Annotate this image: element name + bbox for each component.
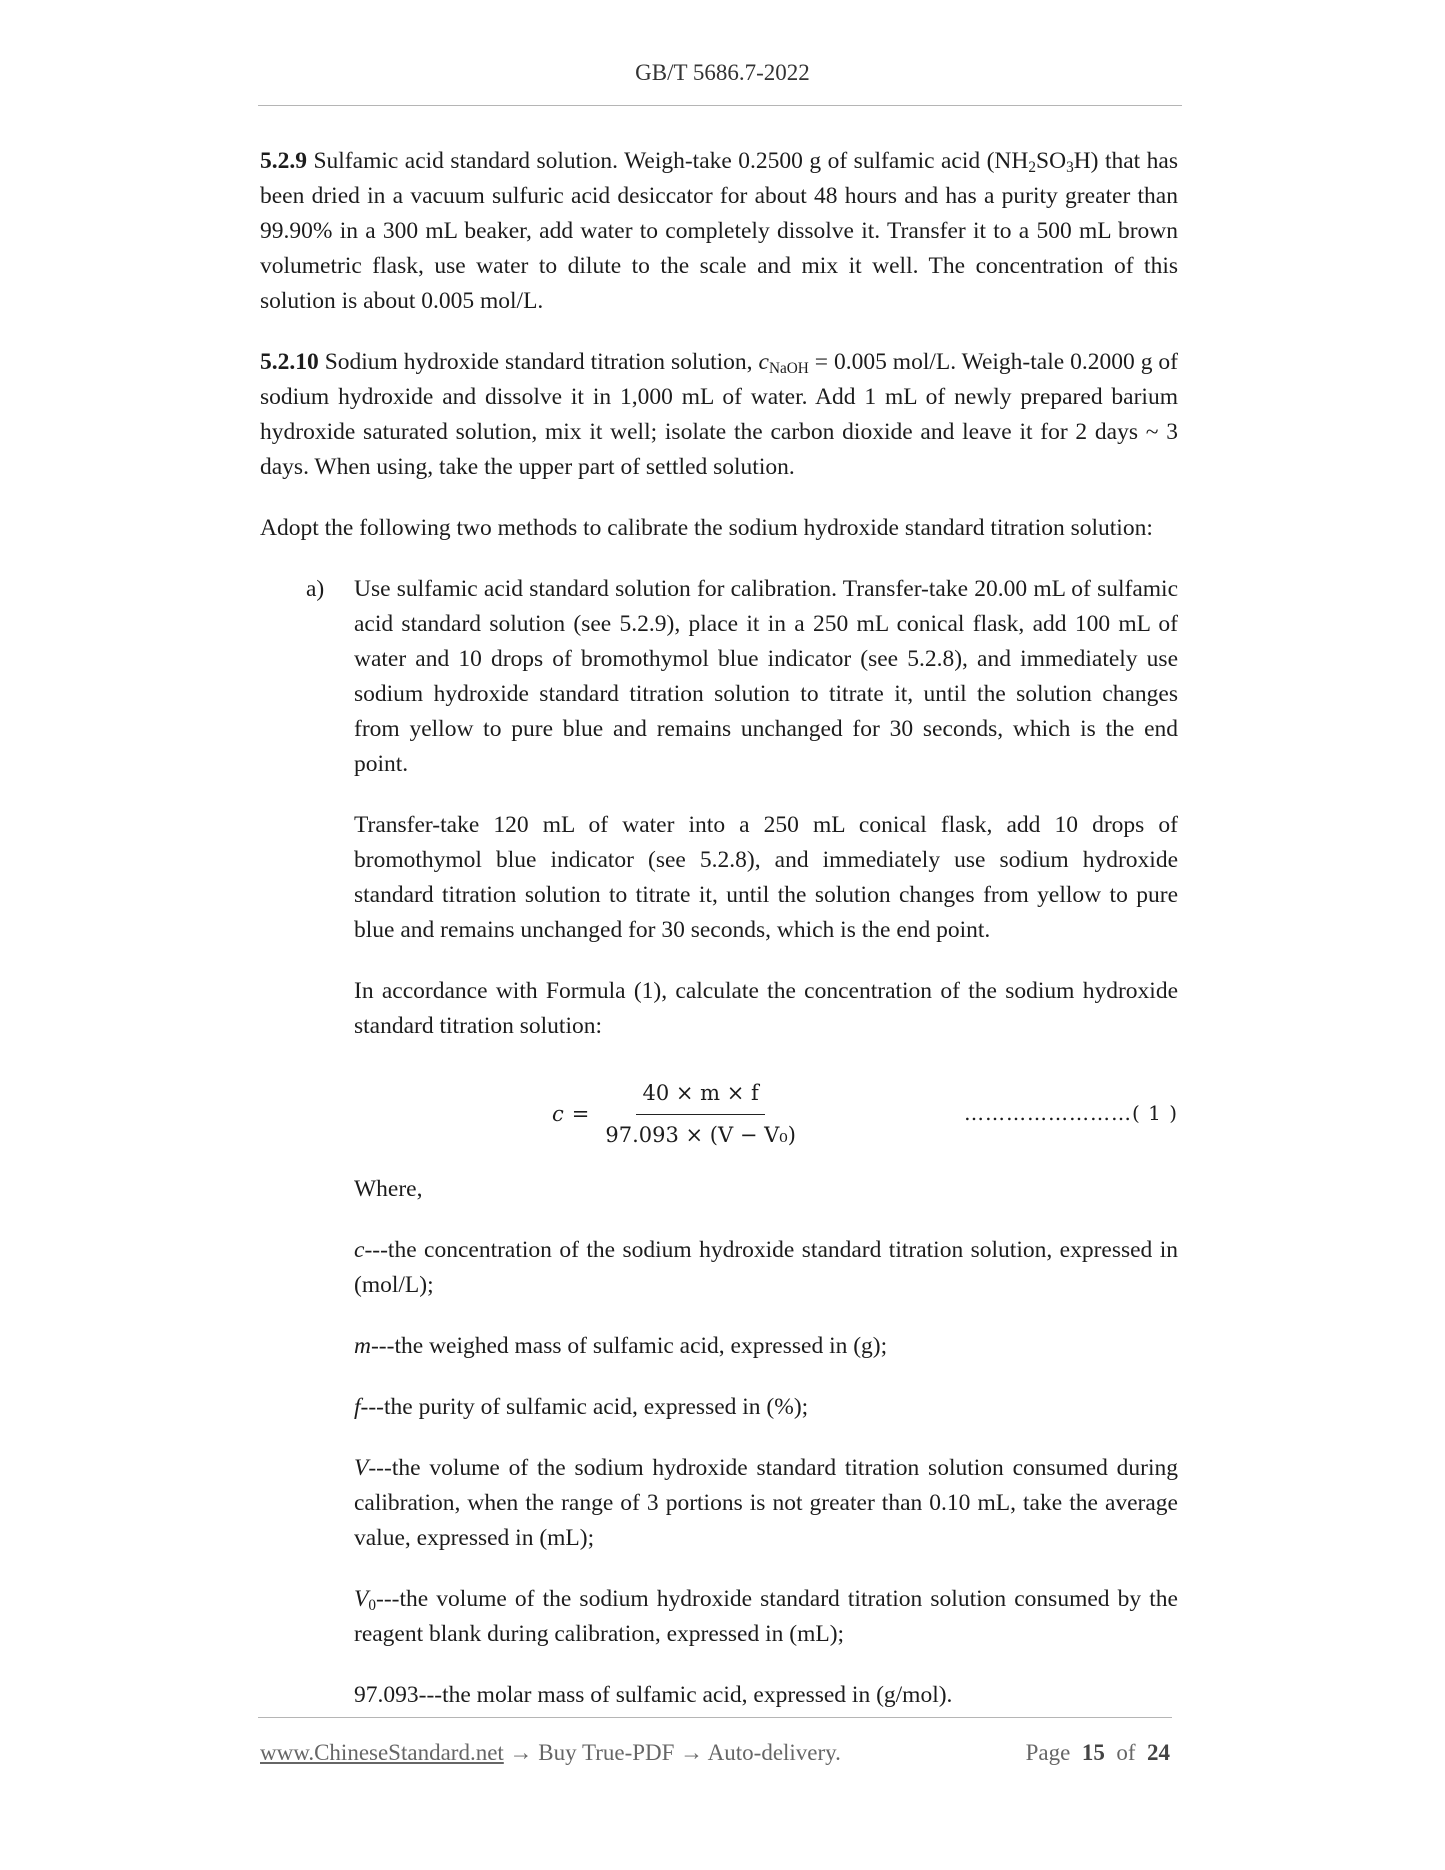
section-5-2-9: 5.2.9 Sulfamic acid standard solution. Weigh-take 0.2500 g of sulfamic acid $(NH_2SO_3H)$ that has been dried in a vacuum sulfuric acid desiccator for about 48 hours and has a purity greater than 99.90% in a 300 mL beaker, add water to completely dissolve it. Transfer it to a 500 mL brown volumetric flask, use water to dilute to the scale and mix it well. The concentration of this solution is about 0.005 mol/L.: [260, 148, 1178, 314]
website-link[interactable]: www.ChineseStandard.net: [260, 1740, 504, 1765]
total-pages: 24: [1147, 1740, 1170, 1765]
current-page: 15: [1081, 1740, 1105, 1765]
page-header: GB/T 5686.7-2022: [635, 60, 810, 85]
definition-m: m---the weighed mass of sulfamic acid, expressed in (g);: [354, 1333, 888, 1359]
page-indicator: Page 15 of 24: [1025, 1740, 1170, 1765]
document-body: [260, 144, 1178, 1739]
formula-expression: c = $\frac{40 \times m \times f}{\text{97.093 × (V − V₀)}}$: [552, 1076, 802, 1153]
section-number: 5.2.10: [260, 349, 319, 375]
formula-1: [260, 1066, 1178, 1166]
footer-divider: [258, 1717, 1172, 1718]
list-marker: a): [306, 576, 325, 602]
section-number: 5.2.9: [260, 148, 307, 174]
page-footer: www.ChineseStandard.net → Buy True-PDF → Auto-delivery. Page 15 of 24: [260, 1740, 1170, 1765]
definition-f: f---the purity of sulfamic acid, expressed in (%);: [354, 1394, 809, 1420]
header-divider: [258, 105, 1182, 106]
definition-c: c---the concentration of the sodium hydroxide standard titration solution, expressed in (mol/L);: [354, 1237, 1178, 1298]
formula-fraction: [599, 1076, 802, 1153]
blank-titration-paragraph: Transfer-take 120 mL of water into a 250 mL conical flask, add 10 drops of bromothymol blue indicator (see 5.2.8), and immediately use sodium hydroxide standard titration solution to titrate it, until the solution changes from yellow to pure blue and remains unchanged for 30 seconds, which is the end point.: [354, 812, 1178, 943]
formula-number: ……………………( 1 ): [963, 1101, 1178, 1125]
list-item-paragraph: Use sulfamic acid standard solution for calibration. Transfer-take 20.00 mL of sulfamic acid standard solution (see 5.2.9), place it in a 250 mL conical flask, add 100 mL of water and 10 drops of bromothymol blue indicator (see 5.2.8), and immediately use sodium hydroxide standard titration solution to titrate it, until the solution changes from yellow to pure blue and remains unchanged for 30 seconds, which is the end point.: [354, 576, 1178, 777]
formula-intro: In accordance with Formula (1), calculate the concentration of the sodium hydroxide standard titration solution:: [354, 978, 1178, 1039]
definition-molar-mass: 97.093---the molar mass of sulfamic acid, expressed in (g/mol).: [354, 1682, 953, 1708]
section-5-2-10: 5.2.10 Sodium hydroxide standard titration solution, $c_{NaOH} = 0.005$ mol/L. Weigh-tale 0.2000 g of sodium hydroxide and dissolve it in 1,000 mL of water. Add 1 mL of newly prepared barium hydroxide saturated solution, mix it well; isolate the carbon dioxide and leave it for 2 days ~ 3 days. When using, take the upper part of settled solution.: [260, 349, 1178, 480]
list-item-a: [260, 572, 1178, 782]
where-label: Where,: [354, 1176, 423, 1202]
definition-v0: $V_0--$-the volume of the sodium hydroxide standard titration solution consumed by the reagent blank during calibration, expressed in (mL);: [354, 1586, 1178, 1647]
formula-denominator: 97.093 × (V − V₀): [605, 1123, 796, 1147]
definition-v: V---the volume of the sodium hydroxide standard titration solution consumed during calibration, when the range of 3 portions is not greater than 0.10 mL, take the average value, expressed in (mL);: [354, 1455, 1178, 1551]
formula-numerator: 40 × m × f: [636, 1076, 764, 1115]
calibration-intro: Adopt the following two methods to calibrate the sodium hydroxide standard titration solution:: [260, 515, 1153, 541]
